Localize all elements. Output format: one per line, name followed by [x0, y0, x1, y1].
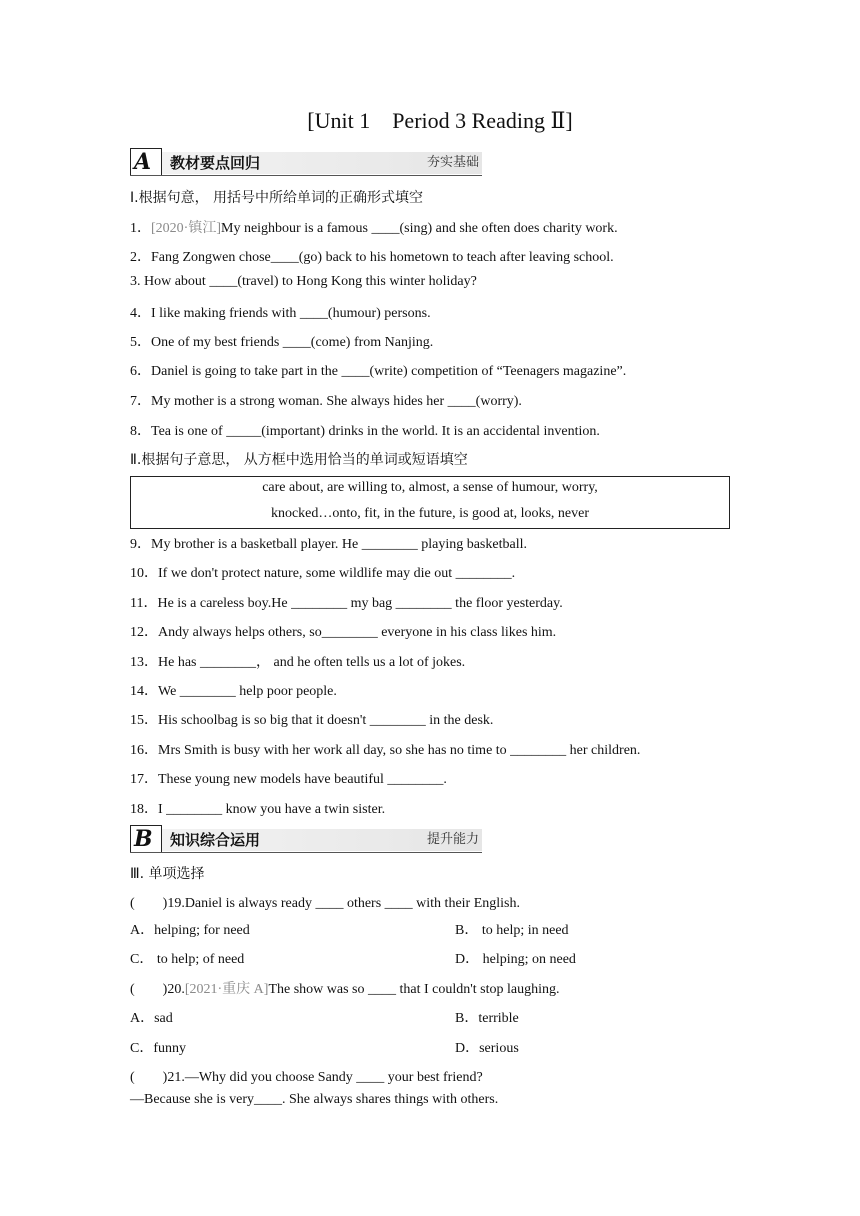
q19-option-b: B． to help; in need	[455, 923, 569, 938]
question-text: I like making friends with ____(humour) persons.	[151, 306, 431, 321]
question-number: 5．	[130, 335, 151, 350]
question-number: 4．	[130, 306, 151, 321]
question-number: 3.	[130, 274, 144, 289]
part3-heading: Ⅲ. 单项选择	[130, 866, 205, 882]
question-number: 1．	[130, 221, 151, 236]
question-21-line-2: —Because she is very____. She always shares things with others.	[130, 1092, 499, 1107]
section-a-banner	[130, 148, 482, 176]
question-4	[130, 302, 431, 322]
question-5	[130, 331, 433, 351]
badge-letter: A	[134, 149, 152, 175]
question-1	[130, 217, 618, 237]
q20-option-a: A．sad	[130, 1011, 173, 1026]
question-17: 17．These young new models have beautiful ________.	[130, 772, 447, 787]
banner-underline	[130, 852, 482, 853]
question-source: [2021·重庆 A]	[184, 982, 269, 997]
q19-option-c: C． to help; of need	[130, 952, 245, 967]
question-text: My neighbour is a famous ____(sing) and she often does charity work.	[221, 221, 618, 236]
question-text: One of my best friends ____(come) from Nanjing.	[151, 335, 434, 350]
question-source: [2020·镇江]	[151, 221, 221, 236]
q19-option-a: A．helping; for need	[130, 923, 250, 938]
question-16: 16．Mrs Smith is busy with her work all day, so she has no time to ________ her children.	[130, 743, 641, 758]
section-a-label: 教材要点回归	[170, 154, 261, 172]
question-2	[130, 246, 614, 266]
question-8	[130, 420, 600, 440]
section-a-tag: 夯实基础	[426, 155, 479, 170]
banner-underline	[130, 175, 482, 176]
word-box	[130, 476, 730, 529]
question-10: 10．If we don't protect nature, some wildlife may die out ________.	[130, 566, 516, 581]
word-box-line-2: knocked…onto, fit, in the future, is good at, looks, never	[270, 506, 590, 521]
question-text: The show was so ____ that I couldn't stop laughing.	[268, 982, 560, 997]
question-number: ( )20.	[130, 982, 185, 997]
question-11: 11．He is a careless boy.He ________ my bag ________ the floor yesterday.	[130, 596, 563, 611]
question-text: Tea is one of _____(important) drinks in the world. It is an accidental invention.	[151, 424, 600, 439]
question-text: My mother is a strong woman. She always hides her ____(worry).	[151, 394, 522, 409]
question-text: Daniel is going to take part in the ____(write) competition of “Teenagers magazine”.	[151, 364, 627, 379]
question-15: 15．His schoolbag is so big that it doesn't ________ in the desk.	[130, 713, 494, 728]
question-text: Fang Zongwen chose____(go) back to his hometown to teach after leaving school.	[151, 250, 614, 265]
question-12: 12．Andy always helps others, so________ everyone in his class likes him.	[130, 625, 557, 640]
word-box-line-1: care about, are willing to, almost, a sense of humour, worry,	[262, 480, 598, 495]
page-title: [Unit 1 Period 3 Reading Ⅱ]	[307, 108, 573, 133]
question-number: 8．	[130, 424, 151, 439]
section-b-banner	[130, 825, 482, 853]
question-7	[130, 390, 522, 410]
badge-letter: B	[134, 826, 153, 852]
section-b-tag: 提升能力	[426, 832, 479, 847]
question-number: 7．	[130, 394, 151, 409]
question-number: 6．	[130, 364, 151, 379]
question-3	[130, 274, 477, 290]
q20-option-b: B．terrible	[455, 1011, 519, 1026]
part1-heading: Ⅰ.根据句意， 用括号中所给单词的正确形式填空	[130, 190, 424, 206]
question-6	[130, 360, 626, 380]
question-20	[130, 978, 559, 998]
question-21: ( )21.—Why did you choose Sandy ____ your best friend?	[130, 1070, 483, 1085]
question-number: 2．	[130, 250, 151, 265]
question-9: 9．My brother is a basketball player. He ________ playing basketball.	[130, 537, 527, 552]
question-19: ( )19.Daniel is always ready ____ others ____ with their English.	[130, 896, 520, 911]
section-b-badge	[130, 825, 162, 853]
part2-heading: Ⅱ.根据句子意思， 从方框中选用恰当的单词或短语填空	[130, 452, 468, 468]
q20-option-d: D．serious	[455, 1041, 519, 1056]
section-a-badge	[130, 148, 162, 176]
q20-option-c: C．funny	[130, 1041, 186, 1056]
section-b-label: 知识综合运用	[170, 831, 261, 849]
question-text: How about ____(travel) to Hong Kong this winter holiday?	[144, 274, 477, 289]
q19-option-d: D． helping; on need	[455, 952, 576, 967]
question-18: 18．I ________ know you have a twin sister.	[130, 802, 386, 817]
question-13: 13．He has ________， and he often tells us a lot of jokes.	[130, 655, 466, 670]
question-14: 14．We ________ help poor people.	[130, 684, 337, 699]
